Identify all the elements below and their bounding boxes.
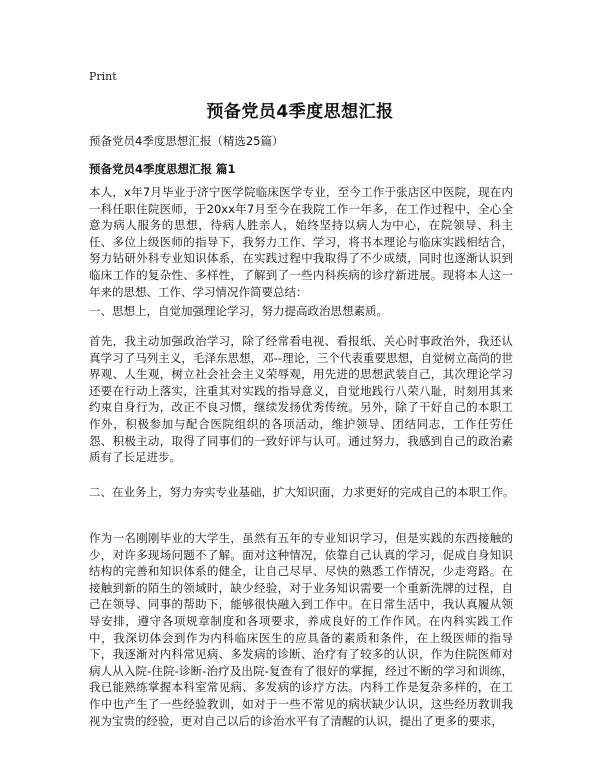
paragraph-heading-business: 二、在业务上，努力夯实专业基础，扩大知识面，力求更好的完成自己的本职工作。 xyxy=(89,485,515,499)
paragraph-politics: 首先，我主动加强政治学习，除了经常看电视、看报纸、关心时事政治外，我还认真学习了马列主义，毛泽东思想，邓--理论，三个代表重要思想，自觉树立高尚的世界观、人生观，树立社会社会主义荣辱观，用先进的思想武装自己，其次理论学习还要在行动上落实，注重其对实践的指导意义，自觉地践行八荣八耻，时刻用其来约束自身行为，改正不良习惯，继续发扬优秀传统。另外，除了干好自己的本职工作外，积极参加与配合医院组织的各项活动，维护领导、团结同志，工作任劳任怨、积极主动，取得了同事们的一致好评与认可。通过努力，我感到自己的政治素质有了长足进步。 xyxy=(89,334,513,465)
paragraph-heading-thought: 一、思想上，自觉加强理论学习，努力提高政治思想素质。 xyxy=(89,304,388,318)
page-title: 预备党员4季度思想汇报 xyxy=(206,102,394,122)
document-subtitle: 预备党员4季度思想汇报（精选25篇） xyxy=(89,134,284,148)
section-heading: 预备党员4季度思想汇报 篇1 xyxy=(89,162,236,176)
paragraph-practice: 作为一名刚刚毕业的大学生，虽然有五年的专业知识学习，但是实践的东西接触的少，对许多现场问题不了解。面对这种情况，依靠自己认真的学习，促成自身知识结构的完善和知识体系的健全，让自己尽早、尽快的熟悉工作情况，少走弯路。在接触到新的陌生的领域时，缺少经验，对于业务知识需要一个重新洗牌的过程，自己在领导、同事的帮助下，能够很快融入到工作中。在日常生活中，我认真履从领导安排，遵守各项规章制度和各项要求，养成良好的工作作风。在内科实践工作中，我深切体会到作为内科临床医生的应具备的素质和条件，在上级医师的指导下，我逐渐对内科常见病、多发病的诊断、治疗有了较多的认识，作为住院医师对病人从入院-住院-诊断-治疗及出院-复查有了很好的掌握，经过不断的学习和训练，我已能熟练掌握本科室常见病、多发病的诊疗方法。内科工作是复杂多样的，在工作中也产生了一些经验教训，如对于一些不常见的病状缺少认识，这些经历教训我视为宝贵的经验，更对自己以后的诊治水平有了清醒的认识，提出了更多的要求， xyxy=(89,531,513,728)
print-label: Print xyxy=(89,70,117,83)
paragraph-intro: 本人，x年7月毕业于济宁医学院临床医学专业，至今工作于张店区中医院，现在内一科任职住院医师，于20xx年7月至今在我院工作一年多，在工作过程中，全心全意为病人服务的思想，待病人胜亲人，始终坚持以病人为中心，在院领导、科主任、多位上级医师的指导下，我努力工作、学习，将书本理论与临床实践相结合，努力钻研外科专业知识体系，在实践过程中我取得了不少成绩，同时也逐渐认识到临床工作的复杂性、多样性，了解到了一些内科疾病的诊疗新进展。现将本人这一年来的思想、工作、学习情况作简要总结： xyxy=(89,185,513,299)
